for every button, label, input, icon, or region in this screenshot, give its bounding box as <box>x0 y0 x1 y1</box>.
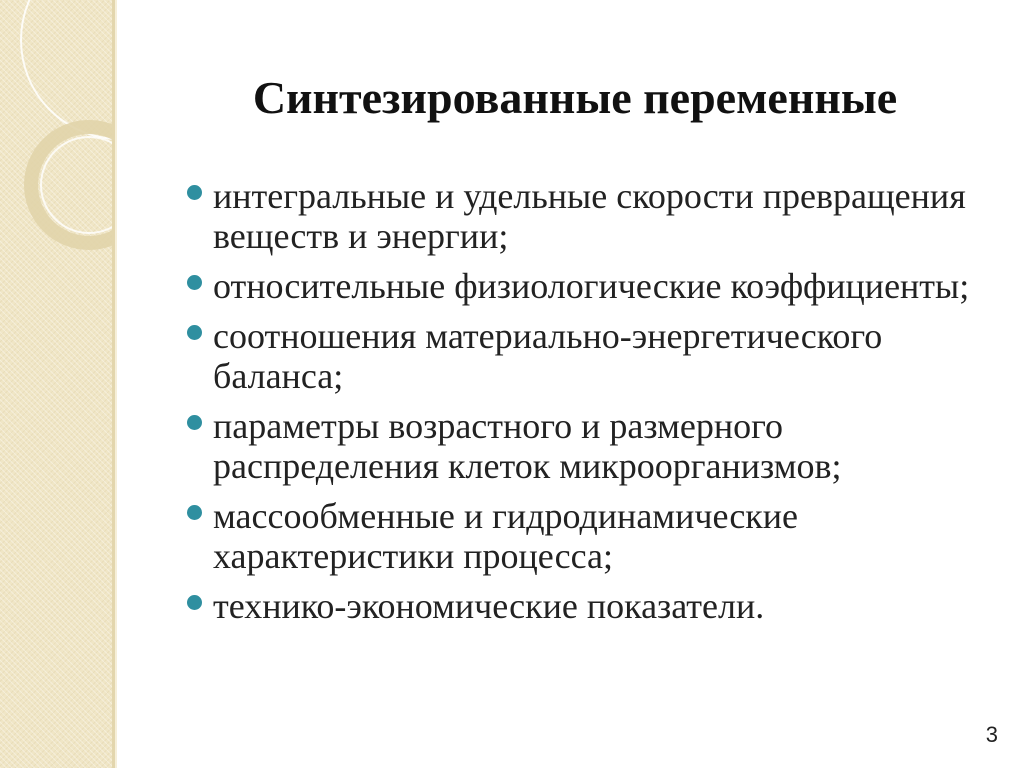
bullet-dot-icon <box>187 505 202 520</box>
bullet-item <box>185 266 985 306</box>
bullet-text: массообменные и гидродинамические характеристики процесса; <box>213 496 799 576</box>
bullet-text: относительные физиологические коэффициенты; <box>213 266 970 306</box>
bullet-text: технико-экономические показатели. <box>213 586 765 626</box>
decorative-side-band <box>0 0 112 768</box>
bullet-item <box>185 176 985 256</box>
bullet-text: соотношения материально-энергетического баланса; <box>213 316 883 396</box>
bullet-item <box>185 586 985 626</box>
bullet-item <box>185 496 985 576</box>
bullet-item <box>185 406 985 486</box>
slide-title: Синтезированные переменные <box>252 72 898 123</box>
bullet-text: интегральные и удельные скорости превращения веществ и энергии; <box>213 176 966 256</box>
bullet-text: параметры возрастного и размерного распределения клеток микроорганизмов; <box>213 406 842 486</box>
bullet-dot-icon <box>187 185 202 200</box>
bullet-dot-icon <box>187 325 202 340</box>
bullet-dot-icon <box>187 275 202 290</box>
decorative-ring <box>20 0 112 140</box>
page-number: 3 <box>985 722 998 747</box>
bullet-list <box>185 176 985 636</box>
bullet-dot-icon <box>187 595 202 610</box>
bullet-item <box>185 316 985 396</box>
band-edge-line <box>115 0 117 768</box>
bullet-dot-icon <box>187 415 202 430</box>
